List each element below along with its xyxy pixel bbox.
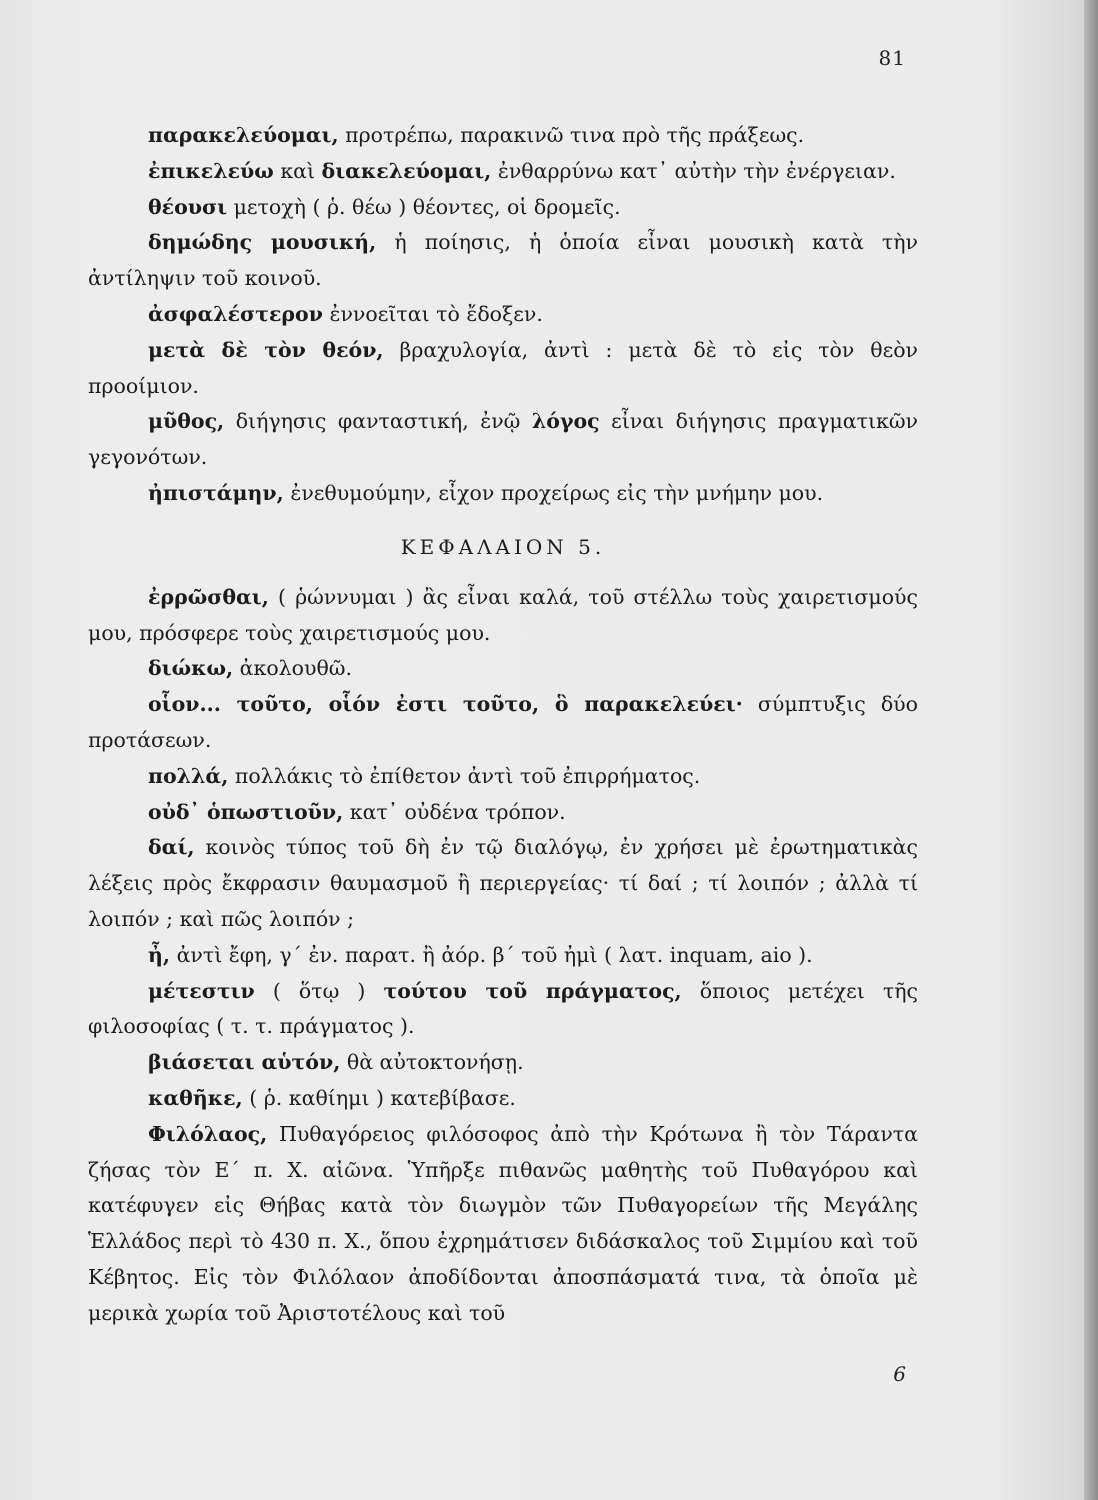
headword: δαί, [148,835,195,860]
definition: βραχυλογία, ἀντὶ : μετὰ δὲ τὸ εἰς τὸν θεὸν προοίμιον. [88,337,919,398]
headword: λόγος [531,409,600,434]
glossary-entry [88,476,918,512]
glossary-text [88,118,918,1332]
headword: μέτεστιν [148,978,255,1003]
headword: οὐδ᾽ ὁπωστιοῦν, [148,799,344,824]
headword: μῦθος, [148,409,225,434]
definition: ( ῥ. καθίημι ) κατεβίβασε. [242,1085,516,1110]
definition: ὅποιος μετέχει τῆς φιλοσοφίας ( τ. τ. πράγματος ). [88,978,918,1039]
connector-text: καὶ [273,158,322,183]
glossary-entry [88,830,918,937]
glossary-entry [88,1045,918,1081]
definition: μετοχὴ ( ῥ. θέω ) θέοντες, οἱ δρομεῖς. [227,194,621,219]
definition: σύμπτυξις δύο προτάσεων. [88,692,918,752]
definition: ἐνεθυμούμην, εἶχον προχείρως εἰς τὴν μνήμην μου. [283,480,824,505]
headword: ἐρρῶσθαι, [148,584,269,609]
headword: ἀσφαλέστερον [148,301,323,326]
glossary-entry [88,938,918,974]
signature-mark: 6 [893,1362,906,1386]
connector-text: ( ὅτῳ ) [254,978,384,1003]
glossary-entry [88,795,918,831]
headword: οἷον... τοῦτο, οἷόν ἐστι τοῦτο, ὃ παρακελεύει· [148,692,743,717]
glossary-entry [88,974,918,1046]
definition: Πυθαγόρειος φιλόσοφος ἀπὸ τὴν Κρότωνα ἢ τὸν Τάραντα ζήσας τὸν Ε΄ π. Χ. αἰῶνα. Ὑπῆρξε πιθανῶς μαθητὴς τοῦ Πυθαγόρου καὶ κατέφυγεν εἰς Θήβας κατὰ τὸν διωγμὸν τῶν Πυθαγορείων τῆς Μεγάλης Ἑλλάδος περὶ τὸ 430 π. Χ., ὅπου ἐχρημάτισεν διδάσκαλος τοῦ Σιμμίου καὶ τοῦ Κέβητος. Εἰς τὸν Φιλόλαον ἀποδίδονται ἀποσπάσματά τινα, τὰ ὁποῖα μὲ μερικὰ χωρία τοῦ Ἀριστοτέλους καὶ τοῦ [88,1121,918,1325]
glossary-entry [88,297,918,333]
glossary-entry [88,190,918,226]
glossary-entry [88,1117,918,1332]
definition: εἶναι διήγησις πραγματικῶν γεγονότων. [88,409,919,470]
definition: θὰ αὐτοκτονήσῃ. [340,1050,524,1075]
connector-text: διήγησις φανταστική, ἐνῷ [224,409,532,434]
headword: διακελεύομαι, [321,158,492,183]
page-edge-shadow [1084,0,1098,1500]
headword: παρακελεύομαι, [148,123,339,147]
definition: ἐνθαρρύνω κατ᾽ αὐτὴν τὴν ἐνέργειαν. [491,158,896,183]
headword: ἐπικελεύω [148,158,274,183]
glossary-entry [88,118,918,154]
definition: προτρέπω, παρακινῶ τινα πρὸ τῆς πράξεως. [338,123,805,147]
glossary-entry [88,759,918,795]
headword: θέουσι [148,194,228,219]
glossary-entry [88,404,918,476]
glossary-entry [88,333,918,405]
definition: κοινὸς τύπος τοῦ δὴ ἐν τῷ διαλόγῳ, ἐν χρήσει μὲ ἐρωτηματικὰς λέξεις πρὸς ἔκφρασιν θαυμασμοῦ ἢ περιεργείας· τί δαί ; τί λοιπόν ; ἀλλὰ τί λοιπόν ; καὶ πῶς λοιπόν ; [88,835,918,931]
definition: ἐννοεῖται τὸ ἔδοξεν. [322,301,543,326]
glossary-entry [88,154,918,190]
definition: ἀκολουθῶ. [233,656,353,681]
glossary-entry [88,225,918,297]
glossary-entry [88,687,918,759]
glossary-entry [88,651,918,687]
definition: ( ῥώννυμαι ) ἂς εἶναι καλά, τοῦ στέλλω τοὺς χαιρετισμούς μου, πρόσφερε τοὺς χαιρετισμούς μου. [88,584,918,645]
headword: ἠπιστάμην, [148,480,284,505]
headword: ἦ, [148,942,171,967]
glossary-entry [88,580,918,652]
headword: Φιλόλαος, [148,1121,268,1146]
headword: βιάσεται αὑτόν, [148,1050,341,1075]
definition: ἡ ποίησις, ἡ ὁποία εἶναι μουσικὴ κατὰ τὴν ἀντίληψιν τοῦ κοινοῦ. [88,230,918,291]
definition: κατ᾽ οὐδένα τρόπον. [343,799,566,824]
definition: πολλάκις τὸ ἐπίθετον ἀντὶ τοῦ ἐπιρρήματος. [228,763,701,788]
headword: πολλά, [148,763,229,788]
glossary-entry [88,1081,918,1117]
definition: ἀντὶ ἔφη, γ΄ ἐν. παρατ. ἢ ἀόρ. β΄ τοῦ ἠμὶ ( λατ. inquam, aio ). [170,942,813,967]
headword: μετὰ δὲ τὸν θεόν, [148,337,384,362]
headword: τούτου τοῦ πράγματος, [383,978,682,1003]
headword: διώκω, [148,656,234,681]
headword: καθῆκε, [148,1085,243,1110]
chapter-heading: ΚΕΦΑΛΑΙΟΝ 5. [400,534,606,559]
headword: δημώδης μουσική, [148,230,377,255]
page-number: 81 [878,46,906,70]
